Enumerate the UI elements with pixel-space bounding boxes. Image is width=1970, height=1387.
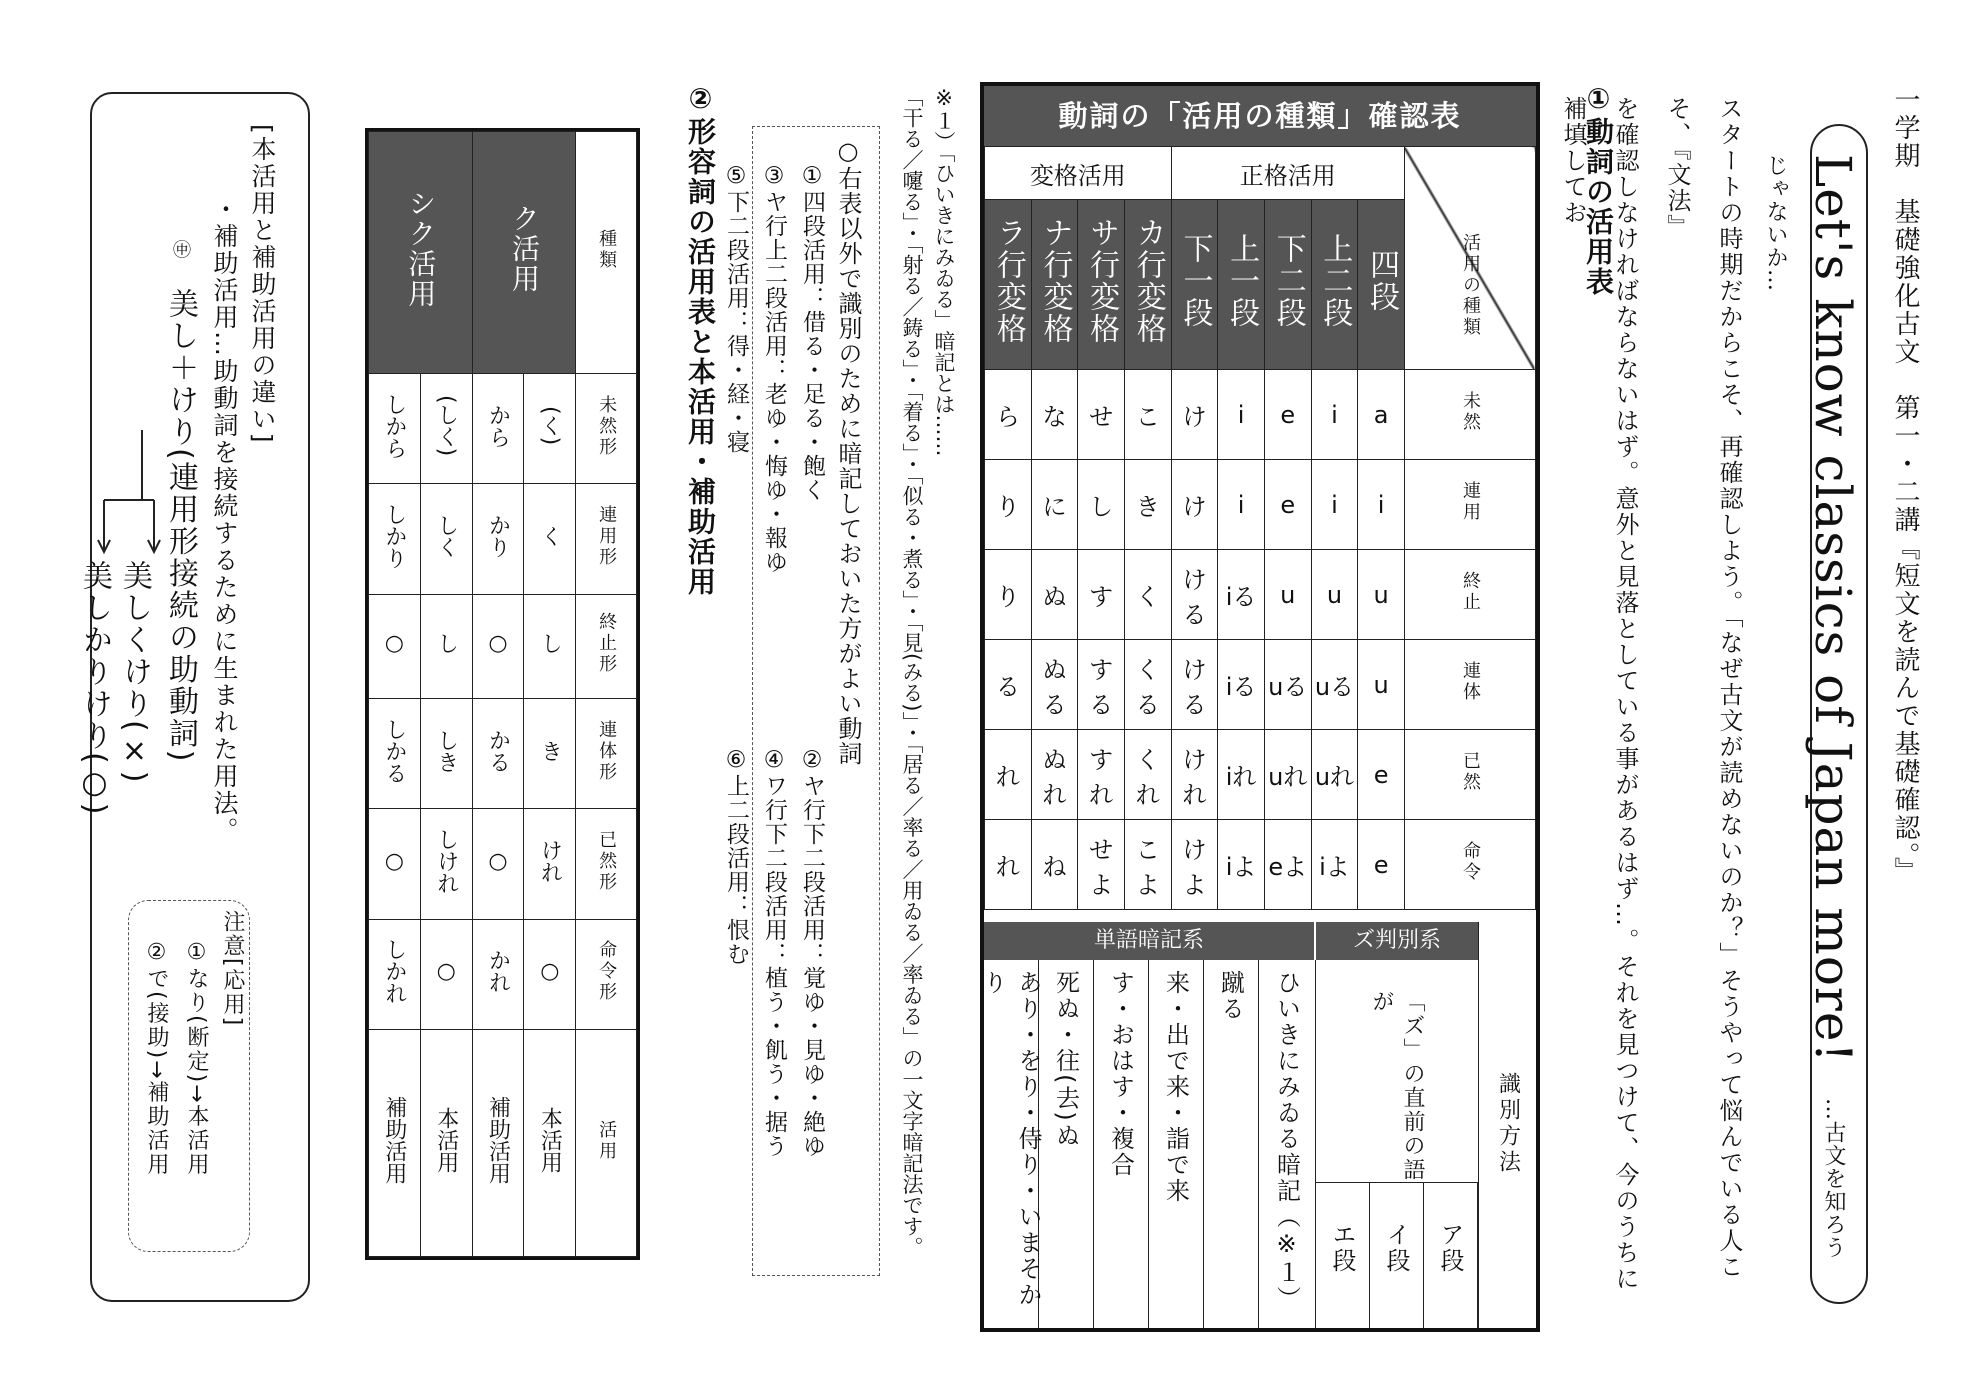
verb-cell: せ — [1078, 370, 1125, 460]
verb-cell: eよ — [1264, 820, 1311, 910]
memo-col: 死ぬ・往(去)ぬ — [1039, 960, 1094, 1328]
verb-table-title: 動詞の「活用の種類」確認表 — [984, 86, 1536, 146]
note1-line: ※１）「ひいきにみゐる」暗記とは…… — [932, 86, 956, 457]
verb-cell: ぬれ — [1031, 730, 1078, 820]
adj-form-row — [369, 919, 637, 1029]
adj-form-row — [369, 484, 637, 594]
adj-cell: かる — [472, 699, 524, 809]
col-kami-ni: 上二段 — [1311, 200, 1358, 370]
memo-col: 来・出で来・詣で来 — [1149, 960, 1204, 1328]
banner-subtitle: …古文を知ろうじゃないか… — [1763, 154, 1846, 1260]
verb-cell: i — [1218, 370, 1265, 460]
verb-list-item: ④ワ行下二段活用：植う・飢う・据う — [761, 747, 787, 1158]
group-regular: 正格活用 — [1171, 147, 1404, 200]
verb-cell: iる — [1218, 640, 1265, 730]
verb-cell: けれ — [1171, 730, 1218, 820]
verb-cell: i — [1218, 460, 1265, 550]
adj-cell: しく — [420, 484, 472, 594]
verb-list-item: ⑤下二段活用：得・経・寝 — [723, 163, 749, 454]
adj-cell: (く) — [524, 373, 576, 483]
verb-cell: iよ — [1218, 820, 1265, 910]
verb-list-item: ③ヤ行上二段活用：老ゆ・悔ゆ・報ゆ — [761, 163, 787, 574]
adj-cell: ○ — [472, 594, 524, 698]
verb-cell: ける — [1171, 550, 1218, 640]
verb-form-label: 連用 — [1404, 460, 1535, 550]
adj-form-label: 未然形 — [576, 373, 637, 483]
verb-table — [980, 82, 1540, 1332]
shiku-header: シク活用 — [369, 132, 473, 374]
caution-title: 注意[応用] — [220, 910, 245, 1028]
verb-cell: ぬ — [1031, 550, 1078, 640]
verb-rows — [985, 370, 1536, 910]
col-kami-ichi: 上一段 — [1218, 200, 1265, 370]
col-shimo-ichi: 下一段 — [1171, 200, 1218, 370]
verb-cell: i — [1311, 460, 1358, 550]
banner — [1763, 124, 1868, 1304]
adj-form-label: 連用形 — [576, 484, 637, 594]
banner-title: Let's know classics of Japan more! — [1804, 154, 1862, 1064]
adj-form-row — [369, 373, 637, 483]
verb-cell: き — [1124, 460, 1171, 550]
verb-list-title: ○右表以外で識別のために暗記しておいた方がよい動詞 — [834, 137, 862, 766]
verb-cell: ね — [1031, 820, 1078, 910]
adj-cell: けれ — [524, 809, 576, 919]
verb-cell: こよ — [1124, 820, 1171, 910]
verb-cell: し — [1078, 460, 1125, 550]
adjective-table — [365, 128, 640, 1260]
ku-header: ク活用 — [472, 132, 576, 374]
verb-form-label: 命令 — [1404, 820, 1535, 910]
verb-cell: くれ — [1124, 730, 1171, 820]
adj-cell: ○ — [420, 919, 472, 1029]
verb-table-grid — [984, 146, 1536, 910]
caution-item: ①なり(断定)→本活用 — [184, 940, 209, 1177]
adj-form-row — [369, 699, 637, 809]
adj-form-label: 連体形 — [576, 699, 637, 809]
verb-cell: iる — [1218, 550, 1265, 640]
verb-cell: uれ — [1311, 730, 1358, 820]
adj-cell: しけれ — [420, 809, 472, 919]
adj-cell: (しく) — [420, 373, 472, 483]
adj-cell: し — [524, 594, 576, 698]
verb-cell: せよ — [1078, 820, 1125, 910]
example-mark: ㊥ — [170, 240, 191, 260]
verb-cell: iよ — [1311, 820, 1358, 910]
method-label: 識別方法 — [1495, 1072, 1521, 1176]
verb-cell: け — [1171, 460, 1218, 550]
verb-cell: する — [1078, 640, 1125, 730]
adj-cell: しき — [420, 699, 472, 809]
adj-cell: しかる — [369, 699, 421, 809]
verb-cell: り — [985, 460, 1032, 550]
verb-list-item: ⑥上二段活用：恨む — [723, 747, 749, 966]
verb-form-row — [985, 550, 1536, 640]
verb-cell: す — [1078, 550, 1125, 640]
adj-form-label: 已然形 — [576, 809, 637, 919]
hojo-definition: ・補助活用…助動詞を接続するために生まれた用法。 — [210, 196, 239, 844]
memo-header: 単語暗記系 — [984, 922, 1314, 960]
note1-line: 「干る／嚔る」・「射る／鋳る」・「着る」・「似る・煮る」・「見(みる)」・「居る／率る／用ゐる／率ゐる」の一文字暗記法です。 — [900, 86, 924, 1258]
verb-cell: くる — [1124, 640, 1171, 730]
verb-cell: u — [1358, 640, 1405, 730]
verb-cell: a — [1358, 370, 1405, 460]
verb-cell: け — [1171, 370, 1218, 460]
memo-col: 蹴る — [1204, 960, 1259, 1328]
katsuyo-header: 活用 — [576, 1030, 637, 1257]
verb-cell: u — [1358, 550, 1405, 640]
verb-form-label: 連体 — [1404, 640, 1535, 730]
adj-cell: ○ — [369, 809, 421, 919]
verb-cell: e — [1264, 460, 1311, 550]
adj-cell: き — [524, 699, 576, 809]
zu-text: 「ズ」の直前の語が — [1369, 990, 1425, 1182]
verb-cell: ける — [1171, 640, 1218, 730]
verb-cell: な — [1031, 370, 1078, 460]
verb-cell: る — [985, 640, 1032, 730]
verb-cell: uる — [1311, 640, 1358, 730]
verb-cell: e — [1358, 730, 1405, 820]
zu-col: ア段 — [1424, 1182, 1478, 1328]
intro-line: スタートの時期だからこそ、再確認しよう。「なぜ古文が読めないのか？」そうやって悩んでいる人こそ、『文法』 — [1663, 96, 1743, 1280]
adj-cell: し — [420, 594, 472, 698]
adj-cell: ○ — [369, 594, 421, 698]
adj-form-row — [369, 594, 637, 698]
zu-col: エ段 — [1316, 1182, 1370, 1328]
verb-cell: u — [1264, 550, 1311, 640]
verb-form-label: 已然 — [1404, 730, 1535, 820]
branch-arrow-icon — [94, 430, 164, 560]
col-na-hen: ナ行変格 — [1031, 200, 1078, 370]
adj-cell: しかれ — [369, 919, 421, 1029]
verb-cell: けよ — [1171, 820, 1218, 910]
verb-cell: く — [1124, 550, 1171, 640]
verb-cell: り — [985, 550, 1032, 640]
verb-cell: e — [1264, 370, 1311, 460]
shiku-hojo-label: 補助活用 — [369, 1030, 421, 1257]
verb-cell: れ — [985, 820, 1032, 910]
adj-form-row — [369, 809, 637, 919]
verb-cell: e — [1358, 820, 1405, 910]
verb-cell: i — [1311, 370, 1358, 460]
verb-form-label: 終止 — [1404, 550, 1535, 640]
example-wrong: 美しくけり(×) — [117, 560, 152, 785]
adj-form-label: 終止形 — [576, 594, 637, 698]
memo-col: す・おはす・複合 — [1094, 960, 1149, 1328]
verb-cell: に — [1031, 460, 1078, 550]
adj-cell: ○ — [472, 809, 524, 919]
shiku-hon-label: 本活用 — [420, 1030, 472, 1257]
adj-cell: かり — [472, 484, 524, 594]
kind-header: 種類 — [576, 132, 637, 374]
ku-hon-label: 本活用 — [524, 1030, 576, 1257]
adj-cell: ○ — [524, 919, 576, 1029]
verb-list-item: ①四段活用：借る・足る・飽く — [799, 163, 825, 502]
verb-cell: uる — [1264, 640, 1311, 730]
verb-form-row — [985, 460, 1536, 550]
verb-cell: こ — [1124, 370, 1171, 460]
col-ra-hen: ラ行変格 — [985, 200, 1032, 370]
verb-form-row — [985, 370, 1536, 460]
adj-cell: かれ — [472, 919, 524, 1029]
verb-list-box — [723, 126, 880, 1276]
verb-list-item: ②ヤ行下二段活用：覚ゆ・見ゆ・絶ゆ — [799, 747, 825, 1158]
group-irregular: 変格活用 — [985, 147, 1172, 200]
memo-col: ひいきにみゐる暗記（※１） — [1259, 960, 1316, 1328]
example-text: 美し＋けり(連用形接続の助動詞) — [163, 288, 198, 764]
verb-form-row — [985, 640, 1536, 730]
verb-cell: れ — [985, 730, 1032, 820]
verb-form-label: 未然 — [1404, 370, 1535, 460]
example-right: 美しかりけり(○) — [77, 560, 112, 817]
verb-cell: u — [1311, 550, 1358, 640]
verb-cell: iれ — [1218, 730, 1265, 820]
adj-rows — [369, 373, 637, 1029]
memo-col: あり・をり・侍り・いまそかり — [984, 960, 1039, 1328]
verb-cell: ぬる — [1031, 640, 1078, 730]
adj-form-label: 命令形 — [576, 919, 637, 1029]
verb-cell: ら — [985, 370, 1032, 460]
section1-title: ①動詞の活用表 — [1582, 82, 1615, 297]
difference-title: [本活用と補助活用の違い] — [248, 124, 277, 445]
adj-cell: から — [472, 373, 524, 483]
corner-cell — [1404, 147, 1535, 370]
note1 — [896, 86, 960, 1276]
adj-cell: しから — [369, 373, 421, 483]
verb-cell: uれ — [1264, 730, 1311, 820]
ku-hojo-label: 補助活用 — [472, 1030, 524, 1257]
col-shimo-ni: 下二段 — [1264, 200, 1311, 370]
section2-title: ②形容詞の活用表と本活用・補助活用 — [684, 82, 717, 597]
adj-cell: しかり — [369, 484, 421, 594]
method-label-cell — [1478, 922, 1537, 1328]
caution-item: ②で(接助)→補助活用 — [144, 940, 169, 1177]
verb-form-row — [985, 820, 1536, 910]
zu-text-cell — [1316, 960, 1478, 1183]
zu-header: ズ判別系 — [1316, 922, 1478, 960]
method-area — [979, 922, 1536, 1328]
zu-col: イ段 — [1370, 1182, 1424, 1328]
adj-cell: く — [524, 484, 576, 594]
verb-cell: すれ — [1078, 730, 1125, 820]
header-text: 一学期 基礎強化古文 第一・二講『短文を読んで基礎確認。』 — [1890, 86, 1920, 885]
col-yodan: 四段 — [1358, 200, 1405, 370]
verb-cell: i — [1358, 460, 1405, 550]
col-ka-hen: カ行変格 — [1124, 200, 1171, 370]
col-sa-hen: サ行変格 — [1078, 200, 1125, 370]
intro-line: を確認しなければならないはず。意外と見落としている事があるはず…。それを見つけて、今のうちに補填してお — [1559, 96, 1639, 1292]
row-header-label: 活用の種類 — [1459, 232, 1481, 338]
verb-form-row — [985, 730, 1536, 820]
